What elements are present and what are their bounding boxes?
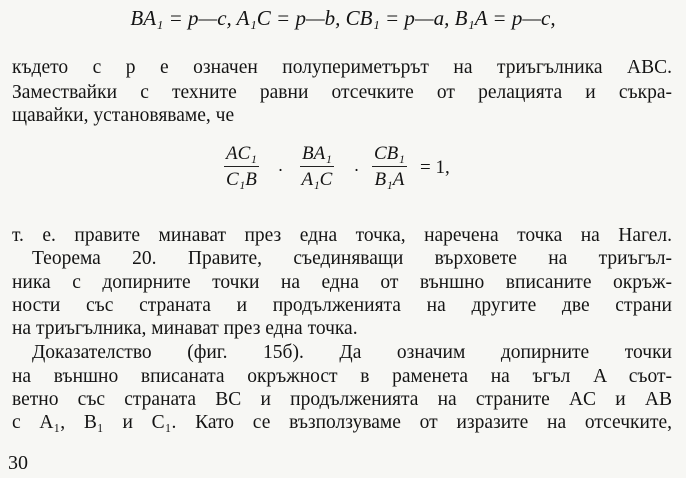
multiply-dot: · — [354, 160, 359, 180]
theorem-heading-line: Теорема 20. Правите, съединяващи върховете на триъгъл- — [32, 248, 672, 269]
page-number: 30 — [8, 452, 28, 474]
denominator: B₁A — [374, 169, 405, 190]
equation-top: BA₁ = p—c, A₁C = p—b, CB₁ = p—a, B₁A = p—c, — [130, 6, 556, 30]
text-line: ветно със страната BC и продълженията на страните AC и AB — [12, 389, 672, 410]
ceva-formula — [224, 143, 484, 203]
text-line: на външно вписаната окръжност в раменета на ъгъл A съот- — [12, 366, 672, 387]
numerator: CB₁ — [372, 143, 407, 167]
text-line: където с p е означен полупериметърът на триъгълника ABC. — [12, 57, 672, 78]
fraction-1 — [224, 143, 259, 191]
formula-result: = 1, — [420, 157, 450, 178]
numerator: AC₁ — [224, 143, 259, 167]
text-line: ности със страната и продълженията на другите две страни — [12, 295, 672, 316]
text-line: щавайки, установяваме, че — [12, 105, 235, 126]
text-line: на триъгълника, минават през една точка. — [12, 318, 358, 339]
denominator: C₁B — [226, 169, 257, 190]
fraction-3 — [372, 143, 407, 191]
text-line: т. е. правите минават през една точка, наречена точка на Нагел. — [12, 225, 672, 246]
text-line: ника с допирните точки на една от външно вписаните окръж- — [12, 272, 672, 293]
proof-heading-line: Доказателство (фиг. 15б). Да означим допирните точки — [32, 342, 672, 363]
text-line: Замествайки с техните равни отсечките от релацията и съкра- — [12, 82, 672, 103]
multiply-dot: · — [278, 160, 283, 180]
fraction-2 — [300, 143, 334, 191]
numerator: BA₁ — [300, 143, 334, 167]
denominator: A₁C — [301, 169, 333, 190]
text-line: с A₁, B₁ и C₁. Като се възползуваме от изразите на отсечките, — [12, 412, 672, 433]
